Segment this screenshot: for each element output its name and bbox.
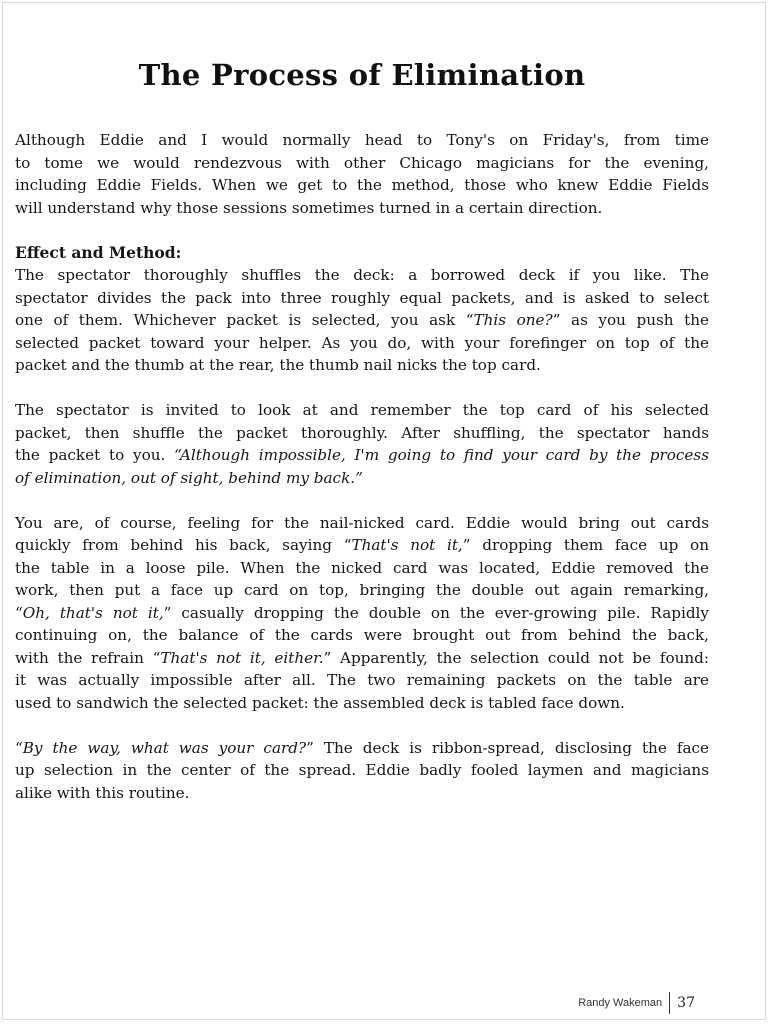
quoted-dialogue: That's not it, [351, 536, 463, 554]
text-fragment: ” The deck is ribbon-spread, disclosing the face [306, 738, 709, 757]
page-footer [578, 992, 695, 1014]
text-line: Although Eddie and I would normally head to Tony's on Friday's, from time [15, 131, 709, 149]
text-fragment: ” casually dropping the double on the ever-growing pile. Rapidly [163, 603, 709, 622]
text-line [15, 602, 709, 625]
text-fragment: the packet to you. [15, 446, 175, 464]
text-line [15, 309, 709, 332]
text-line [15, 444, 709, 467]
quoted-dialogue: “Although impossible, I'm going to find your card by the process [174, 446, 710, 464]
quoted-dialogue: of elimination, out of sight, behind my back.” [15, 468, 363, 487]
text-line: packet, then shuffle the packet thoroughly. After shuffling, the spectator hands [15, 423, 709, 442]
text-fragment: quickly from behind his back, saying “ [15, 536, 352, 554]
text-line: The spectator thoroughly shuffles the deck: a borrowed deck if you like. The [15, 266, 709, 284]
intro-paragraph [15, 129, 709, 219]
text-fragment: with the refrain “ [15, 648, 161, 667]
quoted-dialogue: Oh, that's not it, [22, 603, 164, 622]
text-line: spectator divides the pack into three roughly equal packets, and is asked to select [15, 288, 709, 307]
quoted-dialogue: That's not it, either. [160, 648, 324, 667]
text-line [15, 737, 709, 760]
text-fragment: “ [15, 603, 23, 622]
method-paragraph-1 [15, 264, 709, 377]
text-line: You are, of course, feeling for the nail-nicked card. Eddie would bring out cards [15, 513, 709, 532]
text-line: used to sandwich the selected packet: the assembled deck is tabled face down. [15, 693, 625, 712]
text-line: alike with this routine. [15, 783, 190, 802]
text-line [15, 534, 709, 557]
method-paragraph-4 [15, 737, 709, 805]
page-title: The Process of Elimination [138, 58, 586, 92]
text-line: work, then put a face up card on top, bringing the double out again remarking, [15, 581, 709, 599]
text-fragment: ” dropping them face up on [462, 536, 709, 554]
method-paragraph-3 [15, 512, 709, 715]
text-line: up selection in the center of the spread. Eddie badly fooled laymen and magicians [15, 761, 709, 779]
text-line: the table in a loose pile. When the nicked card was located, Eddie removed the [15, 558, 709, 577]
text-fragment: one of them. Whichever packet is selected, you ask “ [15, 311, 474, 329]
article-body [15, 129, 709, 827]
text-line: will understand why those sessions sometimes turned in a certain direction. [15, 198, 603, 217]
page-number: 37 [677, 995, 695, 1011]
section-heading: Effect and Method: [15, 242, 182, 262]
text-fragment: ” Apparently, the selection could not be found: [323, 648, 709, 667]
text-line: selected packet toward your helper. As you do, with your forefinger on top of the [15, 333, 709, 352]
quoted-dialogue: This one? [473, 311, 553, 329]
text-line: to tome we would rendezvous with other Chicago magicians for the evening, [15, 153, 709, 172]
text-line: including Eddie Fields. When we get to the method, those who knew Eddie Fields [15, 176, 709, 194]
text-line: it was actually impossible after all. The two remaining packets on the table are [15, 671, 709, 689]
text-fragment: “ [15, 738, 23, 757]
text-line [15, 647, 709, 670]
text-line: continuing on, the balance of the cards were brought out from behind the back, [15, 626, 709, 644]
text-fragment: ” as you push the [552, 311, 709, 329]
footer-author: Randy Wakeman [578, 997, 663, 1009]
method-paragraph-2 [15, 399, 709, 489]
quoted-dialogue: By the way, what was your card? [22, 738, 307, 757]
text-line [15, 467, 709, 490]
text-line: The spectator is invited to look at and remember the top card of his selected [15, 401, 709, 419]
text-line: packet and the thumb at the rear, the thumb nail nicks the top card. [15, 356, 541, 374]
